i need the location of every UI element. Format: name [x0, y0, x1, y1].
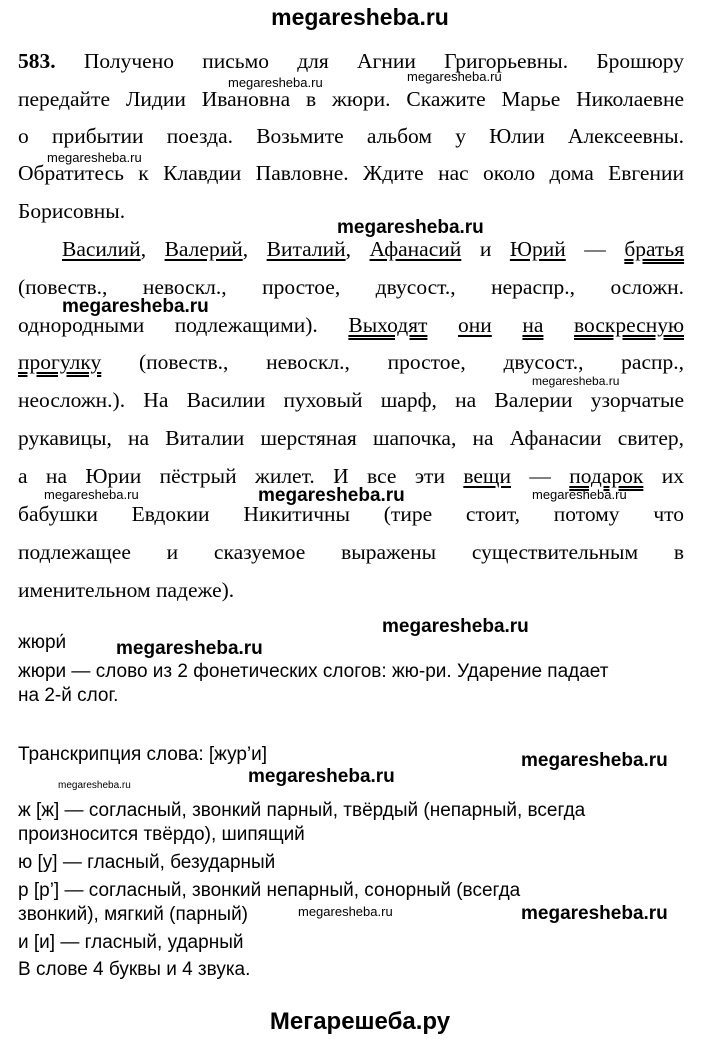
exercise-line-8: однородными подлежащими). Выходят они на воскресную [18, 313, 685, 337]
watermark: megaresheba.ru [116, 638, 263, 659]
subject-vitaliy: Виталий [266, 237, 346, 261]
watermark: megaresheba.ru [44, 487, 139, 502]
analysis-letter-zh: ж [ж] — согласный, звонкий парный, твёрдый (непарный, всегда [18, 800, 586, 821]
watermark: megaresheba.ru [407, 69, 502, 84]
exercise-line-3: о прибытии поезда. Возьмите альбом у Юлии Алексеевны. [18, 124, 684, 148]
watermark: megaresheba.ru [298, 904, 393, 919]
watermark: megaresheba.ru [248, 766, 395, 787]
predicate-bratya: братья [624, 237, 685, 261]
site-header: megaresheba.ru [271, 4, 449, 30]
analysis-letter-i: и [и] — гласный, ударный [18, 932, 244, 953]
exercise-line-5: Борисовны. [18, 199, 126, 223]
exercise-line-7: (повеств., невоскл., простое, двусост., нераспр., осложн. [18, 275, 684, 299]
exercise-line-13: бабушки Евдокии Никитичны (тире стоит, потому что [18, 502, 684, 526]
watermark: megaresheba.ru [58, 780, 131, 791]
exercise-line-14: подлежащее и сказуемое выражены существительным в [18, 540, 684, 564]
subject-yuriy: Юрий [509, 237, 566, 261]
predicate-voskresnuyu: воскресную [574, 313, 685, 337]
exercise-line-12: а на Юрии пёстрый жилет. И все эти вещи — подарок их [18, 464, 684, 488]
watermark: megaresheba.ru [532, 487, 627, 502]
site-footer: Мегарешеба.ру [269, 1008, 451, 1035]
exercise-line-6: Василий, Валерий, Виталий, Афанасий и Юрий — братья [62, 237, 685, 261]
analysis-letter-r: р [р’] — согласный, звонкий непарный, сонорный (всегда [18, 880, 521, 901]
watermark: megaresheba.ru [62, 296, 209, 317]
watermark: megaresheba.ru [337, 217, 484, 238]
analysis-transcription: Транскрипция слова: [жур’и] [18, 744, 268, 765]
exercise-number: 583. [18, 49, 56, 73]
predicate-na: на [522, 313, 544, 337]
exercise-line-11: рукавицы, на Виталии шерстяная шапочка, на Афанасии свитер, [18, 426, 684, 450]
analysis-syllables: жюри — слово из 2 фонетических слогов: жю-ри. Ударение падает [18, 661, 609, 682]
watermark: megaresheba.ru [382, 616, 529, 637]
subject-veshchi: вещи [463, 464, 511, 488]
predicate-vyhodyat: Выходят [348, 313, 428, 337]
watermark: megaresheba.ru [47, 150, 142, 165]
subject-vasiliy: Василий [62, 237, 141, 261]
exercise-line-10: неосложн.). На Василии пуховый шарф, на Валерии узорчатые [18, 388, 684, 412]
watermark: megaresheba.ru [532, 374, 620, 388]
exercise-line-9: прогулку (повеств., невоскл., простое, двусост., распр., [18, 350, 685, 374]
analysis-syllables-2: на 2-й слог. [18, 685, 119, 706]
predicate-progulku: прогулку [18, 350, 102, 374]
watermark: megaresheba.ru [228, 75, 323, 90]
subject-afanasiy: Афанасий [369, 237, 462, 261]
exercise-line-15: именительном падеже). [18, 578, 235, 602]
watermark: megaresheba.ru [521, 750, 668, 771]
analysis-summary: В слове 4 буквы и 4 звука. [18, 959, 251, 980]
exercise-line-2: передайте Лидии Ивановна в жюри. Скажите Марье Николаевне [18, 87, 684, 111]
watermark: megaresheba.ru [521, 903, 668, 924]
analysis-letter-zh-cont: произносится твёрдо), шипящий [18, 824, 305, 845]
exercise-line-4: Обратитесь к Клавдии Павловне. Ждите нас около дома Евгении [18, 161, 684, 185]
subject-valeriy: Валерий [164, 237, 243, 261]
analysis-letter-yu: ю [у] — гласный, безударный [18, 852, 276, 873]
exercise-line-1: 583. Получено письмо для Агнии Григорьевны. Брошюру [18, 49, 685, 73]
analysis-letter-r-cont: звонкий), мягкий (парный) [18, 904, 249, 925]
analysis-word: жюри́ [18, 632, 67, 653]
subject-oni: они [458, 313, 492, 337]
watermark: megaresheba.ru [258, 485, 405, 506]
predicate-podarok: подарок [569, 464, 644, 488]
